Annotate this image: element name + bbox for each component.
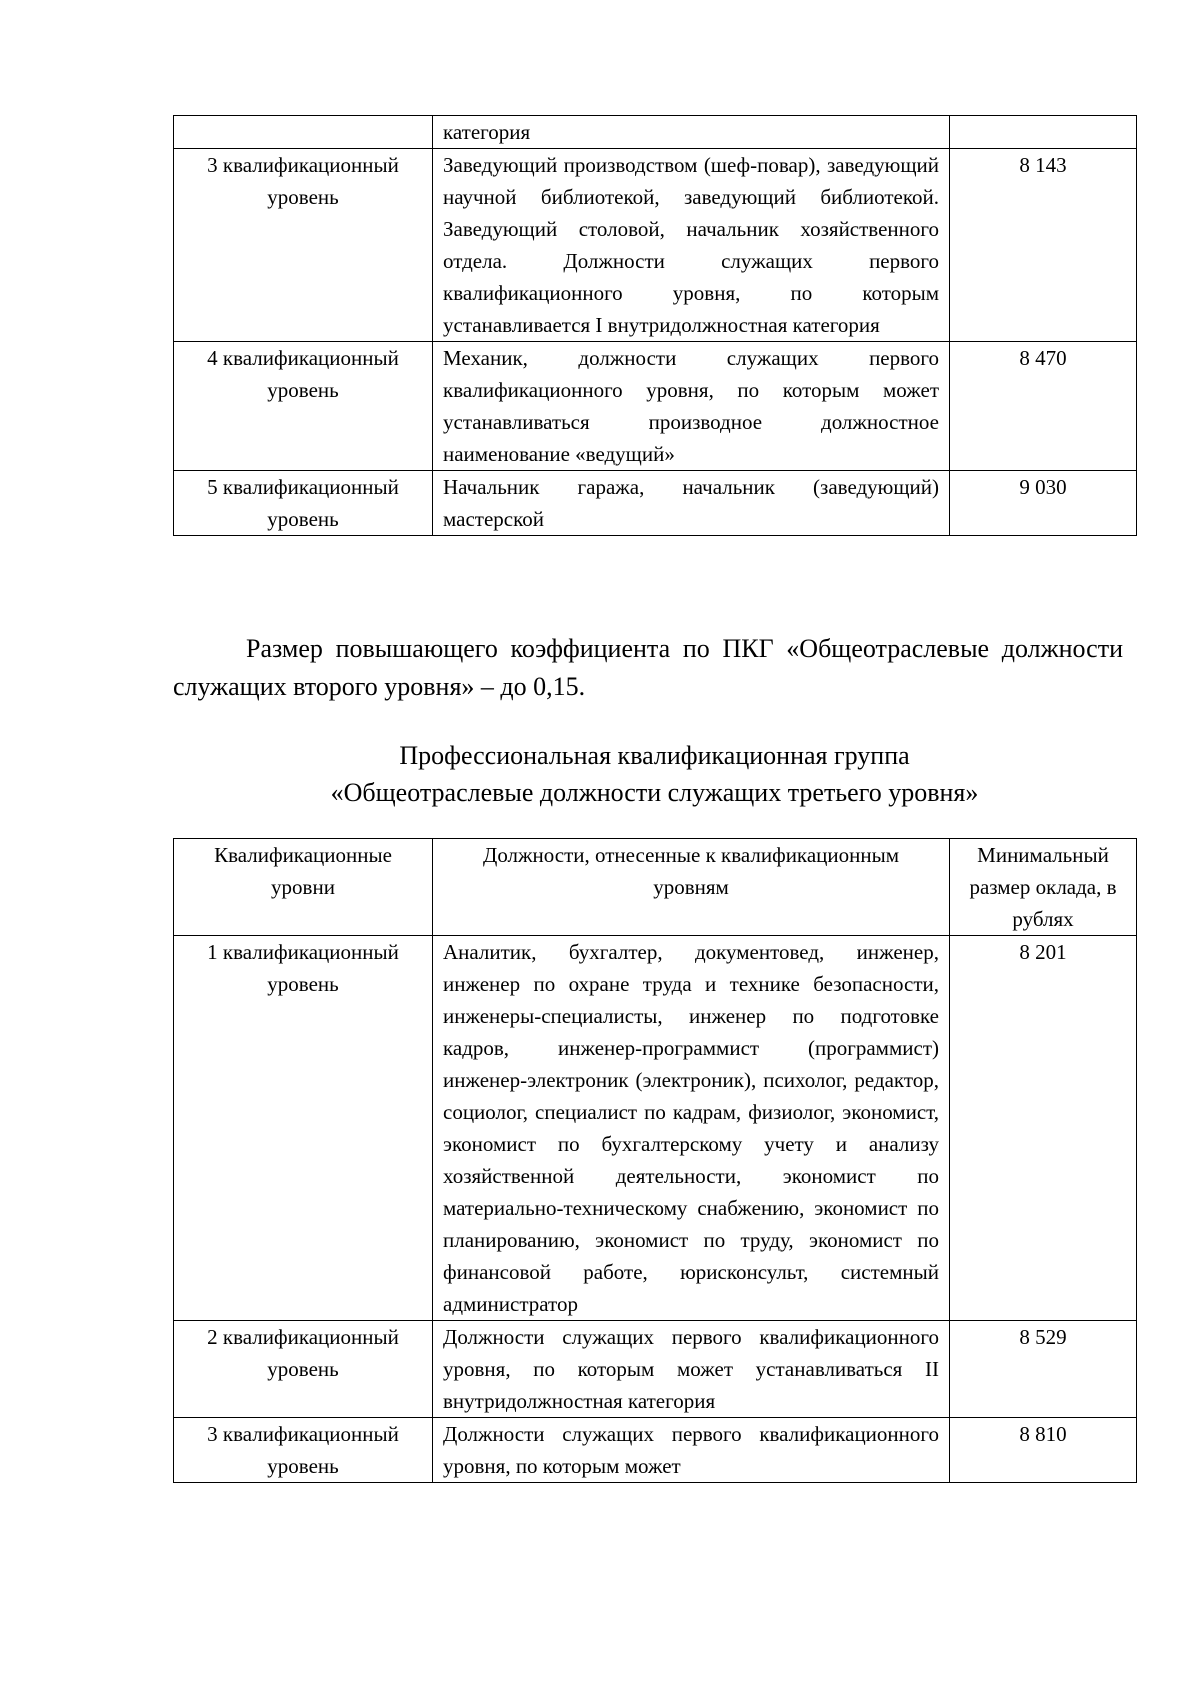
positions-cell: категория [433,116,950,149]
salary-cell: 8 529 [950,1321,1137,1418]
level-cell: 1 квалификационный уровень [174,936,433,1321]
table-row [174,936,1137,1321]
salary-cell: 8 201 [950,936,1137,1321]
table-header-row [174,839,1137,936]
positions-cell: Заведующий производством (шеф-повар), заведующий научной библиотекой, заведующий библиотекой. Заведующий столовой, начальник хозяйственного отдела. Должности служащих первого квалификационного уровня, по которым устанавливается I внутридолжностная категория [433,149,950,342]
salary-cell [950,116,1137,149]
positions-cell: Аналитик, бухгалтер, документовед, инженер, инженер по охране труда и технике безопасности, инженеры-специалисты, инженер по подготовке кадров, инженер-программист (программист) инженер-электроник (электроник), психолог, редактор, социолог, специалист по кадрам, физиолог, экономист, экономист по бухгалтерскому учету и анализу хозяйственной деятельности, экономист по материально-техническому снабжению, экономист по планированию, экономист по труду, экономист по финансовой работе, юрисконсульт, системный администратор [433,936,950,1321]
section-heading [173,737,1136,811]
table-row [174,1418,1137,1483]
salary-cell: 8 810 [950,1418,1137,1483]
positions-cell: Механик, должности служащих первого квалификационного уровня, по которым может устанавливаться производное должностное наименование «ведущий» [433,342,950,471]
header-positions: Должности, отнесенные к квалификационным уровням [433,839,950,936]
coefficient-paragraph: Размер повышающего коэффициента по ПКГ «Общеотраслевые должности служащих второго уровня» – до 0,15. [173,634,1123,701]
level-cell: 3 квалификационный уровень [174,149,433,342]
table-row [174,1321,1137,1418]
level-cell: 3 квалификационный уровень [174,1418,433,1483]
heading-line-2: «Общеотраслевые должности служащих третьего уровня» [330,778,979,807]
positions-cell: Начальник гаража, начальник (заведующий) мастерской [433,471,950,536]
salary-cell: 9 030 [950,471,1137,536]
positions-cell: Должности служащих первого квалификационного уровня, по которым может [433,1418,950,1483]
level-cell [174,116,433,149]
table-row [174,471,1137,536]
header-salary: Минимальный размер оклада, в рублях [950,839,1137,936]
positions-table-third-level [173,838,1137,1483]
table-row [174,342,1137,471]
salary-cell: 8 470 [950,342,1137,471]
salary-cell: 8 143 [950,149,1137,342]
heading-line-1: Профессиональная квалификационная группа [399,741,910,770]
table-row [174,116,1137,149]
positions-table-second-level-continued [173,115,1137,536]
level-cell: 5 квалификационный уровень [174,471,433,536]
header-levels: Квалификационные уровни [174,839,433,936]
positions-cell: Должности служащих первого квалификационного уровня, по которым может устанавливаться II внутридолжностная категория [433,1321,950,1418]
level-cell: 2 квалификационный уровень [174,1321,433,1418]
table-row [174,149,1137,342]
level-cell: 4 квалификационный уровень [174,342,433,471]
